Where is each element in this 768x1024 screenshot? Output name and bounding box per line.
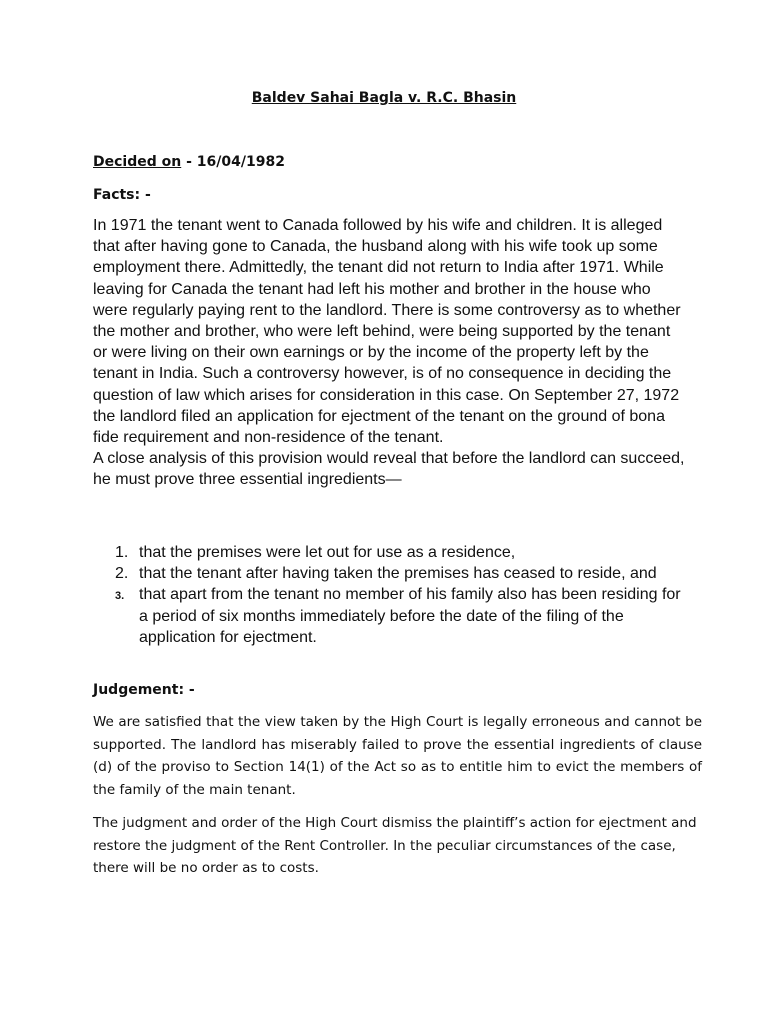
list-item-number: 2.	[115, 565, 129, 583]
facts-heading: Facts: -	[93, 187, 151, 203]
judgement-paragraph: We are satisfied that the view taken by the High Court is legally erroneous and cannot be supported. The landlord has miserably failed to prove the essential ingredients of clause (d) of the proviso to Section 14(1) of the Act so as to entitle him to evict the members of the family of the main tenant.	[93, 714, 702, 798]
facts-body	[93, 215, 685, 491]
case-title: Baldev Sahai Bagla v. R.C. Bhasin	[251, 90, 517, 106]
decided-on-line	[93, 154, 285, 170]
judgement-body	[93, 711, 702, 891]
list-item-text: that apart from the tenant no member of his family also has been residing for a period of six months immediately before the date of the filing of the application for ejectment.	[139, 586, 681, 646]
list-item	[93, 563, 685, 584]
list-item-number: 3.	[115, 590, 125, 603]
decided-on-date: - 16/04/1982	[181, 154, 285, 170]
list-item	[93, 584, 685, 648]
list-item-text: that the premises were let out for use as a residence,	[139, 544, 516, 561]
facts-paragraph: A close analysis of this provision would reveal that before the landlord can succeed, he must prove three essential ingredients—	[93, 450, 685, 489]
judgement-heading: Judgement: -	[93, 682, 195, 698]
decided-on-label: Decided on	[93, 154, 182, 170]
ingredients-list	[93, 542, 685, 648]
judgement-paragraph: The judgment and order of the High Court dismiss the plaintiff’s action for ejectment and restore the judgment of the Rent Controller. In the peculiar circumstances of the case, there will be no order as to costs.	[93, 815, 697, 876]
list-item-number: 1.	[115, 544, 129, 561]
facts-paragraph: In 1971 the tenant went to Canada followed by his wife and children. It is alleged that after having gone to Canada, the husband along with his wife took up some employment there. Admittedly, the tenant did not return to India after 1971. While leaving for Canada the tenant had left his mother and brother in the house who were regularly paying rent to the landlord. There is some controversy as to whether the mother and brother, who were left behind, were being supported by the tenant or were living on their own earnings or by the income of the property left by the tenant in India. Such a controversy however, is of no consequence in deciding the question of law which arises for consideration in this case. On September 27, 1972 the landlord filed an application for ejectment of the tenant on the ground of bona fide requirement and non-residence of the tenant.	[93, 217, 681, 447]
list-item	[93, 542, 685, 563]
list-item-text: that the tenant after having taken the premises has ceased to reside, and	[139, 565, 657, 583]
